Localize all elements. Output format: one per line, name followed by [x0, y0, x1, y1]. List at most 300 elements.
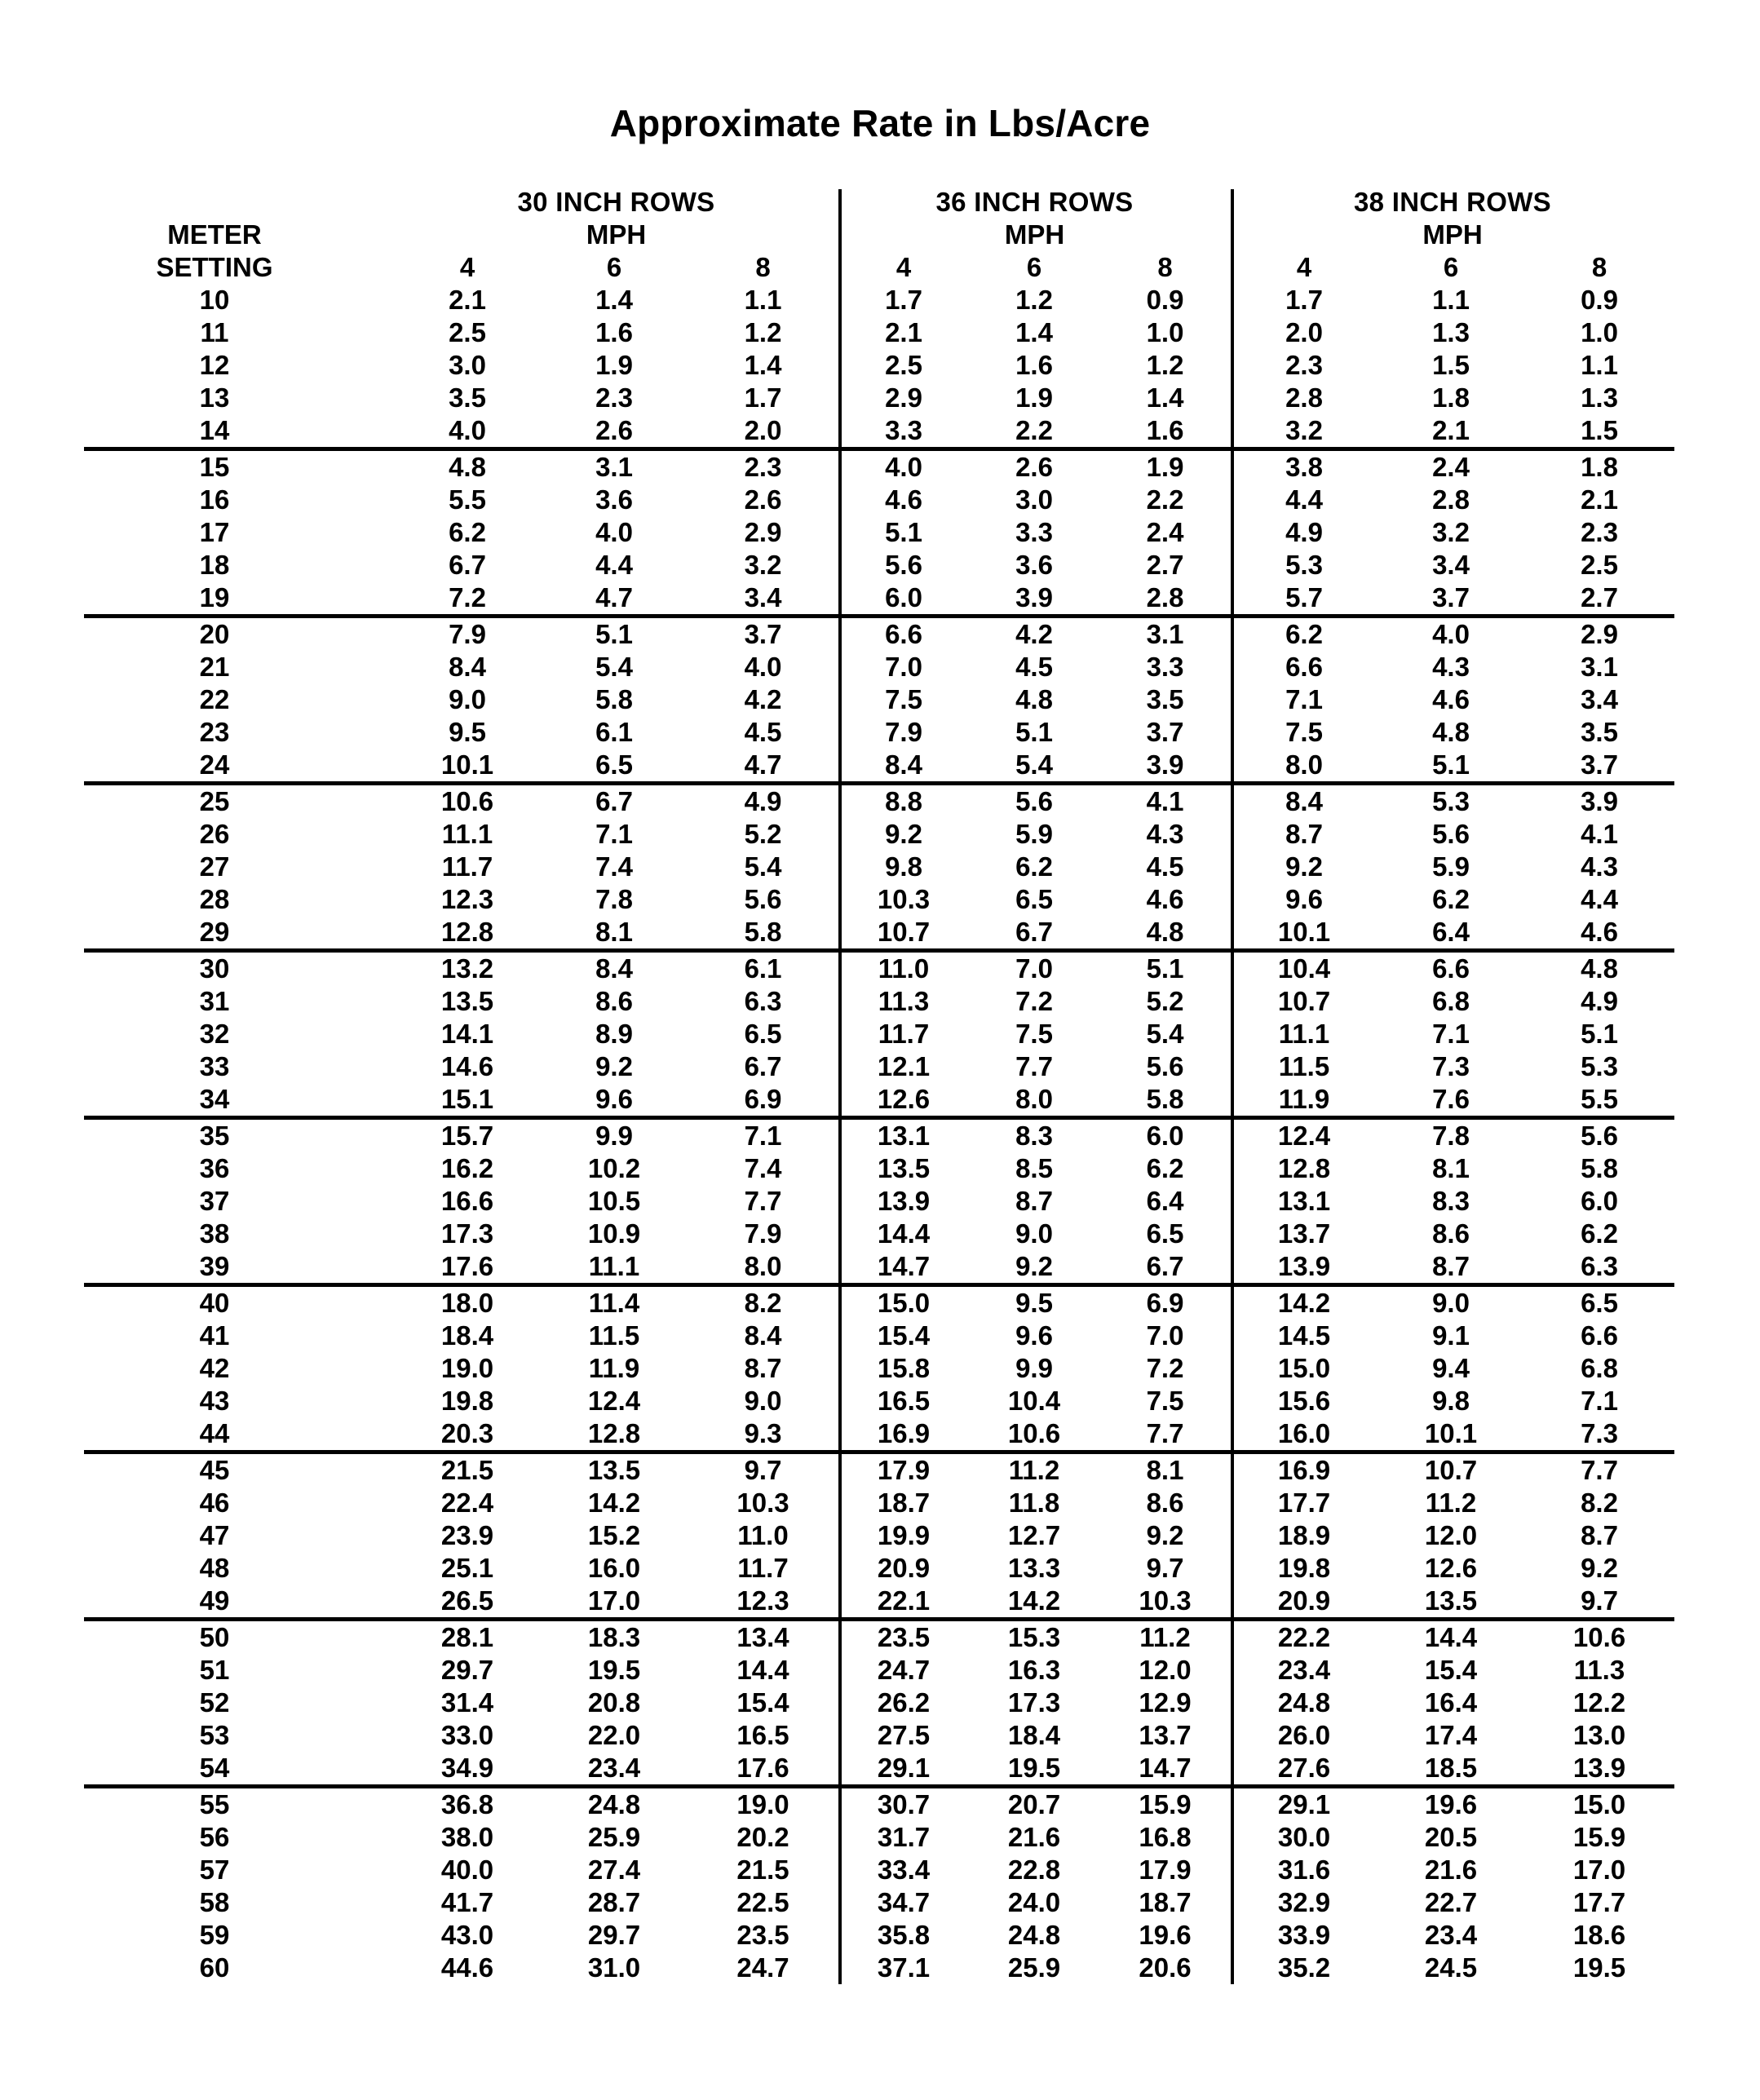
rate-cell: 33.9: [1277, 1920, 1331, 1950]
rate-cell: 11.7: [441, 851, 493, 882]
rate-cell: 5.6: [885, 550, 922, 580]
spacer: [345, 516, 394, 549]
spacer: [345, 683, 394, 716]
spacer: [345, 1687, 394, 1719]
rate-cell: 15.6: [1277, 1386, 1331, 1416]
rate-cell: 6.0: [838, 581, 969, 617]
rate-cell: 10.3: [736, 1488, 789, 1518]
spacer: [345, 1585, 394, 1620]
rate-cell: 17.3: [1007, 1687, 1061, 1718]
rate-cell: 22.2: [1277, 1622, 1331, 1652]
spacer: [345, 219, 394, 251]
rate-cell: 16.5: [877, 1386, 931, 1416]
spacer: [345, 1519, 394, 1552]
rate-cell: 22.0: [587, 1720, 641, 1750]
rate-cell: 2.8: [1432, 484, 1470, 515]
rate-cell: 17.6: [688, 1752, 838, 1787]
rate-cell: 4.0: [744, 652, 782, 682]
rate-cell: 16.2: [440, 1153, 494, 1183]
table-row: [84, 1083, 1674, 1118]
rate-cell: 7.1: [744, 1121, 782, 1151]
rate-cell: 32.9: [1277, 1887, 1331, 1917]
rate-cell: 3.3: [838, 414, 969, 449]
rate-cell: 15.2: [587, 1520, 641, 1550]
rate-cell: 15.0: [877, 1288, 931, 1318]
spacer: [345, 251, 394, 284]
meter-setting-cell: 20: [199, 619, 230, 649]
rate-cell: 17.9: [877, 1455, 931, 1485]
mph-label-row: [84, 219, 1674, 251]
rate-cell: 1.1: [1581, 350, 1618, 380]
rate-cell: 24.7: [877, 1655, 931, 1685]
spacer: [345, 851, 394, 883]
table-row: [84, 1952, 1674, 1984]
speed-header-36in-6: 6: [1026, 252, 1042, 282]
meter-setting-cell: 17: [199, 517, 230, 547]
rate-cell: 8.0: [688, 1250, 838, 1285]
rate-cell: 9.2: [1146, 1520, 1184, 1550]
table-row: [84, 1320, 1674, 1352]
rate-cell: 5.5: [449, 484, 486, 515]
spacer: [345, 883, 394, 916]
rate-cell: 18.7: [1139, 1887, 1192, 1917]
table-row: [84, 1654, 1674, 1687]
rate-cell: 26.0: [1277, 1720, 1331, 1750]
rate-cell: 4.9: [1285, 517, 1323, 547]
spacer: [345, 716, 394, 749]
table-row: [84, 985, 1674, 1018]
rate-cell: 2.9: [885, 382, 922, 413]
rate-cell: 5.9: [1432, 851, 1470, 882]
rate-cell: 5.8: [1099, 1083, 1231, 1118]
rate-cell: 9.0: [744, 1386, 782, 1416]
rate-cell: 9.8: [885, 851, 922, 882]
rate-cell: 4.6: [1432, 684, 1470, 714]
rate-cell: 18.3: [587, 1622, 641, 1652]
rate-cell: 6.2: [1581, 1218, 1618, 1249]
rate-cell: 31.6: [1277, 1855, 1331, 1885]
rate-cell: 14.5: [1277, 1320, 1331, 1351]
rate-cell: 4.4: [595, 550, 633, 580]
rate-cell: 11.7: [878, 1019, 930, 1049]
rate-cell: 16.9: [838, 1417, 969, 1452]
rate-cell: 4.8: [1581, 953, 1618, 984]
rate-cell: 12.6: [838, 1083, 969, 1118]
rate-cell: 3.7: [744, 619, 782, 649]
spacer: [345, 349, 394, 382]
rate-cell: 1.6: [1099, 414, 1231, 449]
rate-cell: 7.5: [1285, 717, 1323, 747]
table-row: [84, 1821, 1674, 1854]
rate-cell: 11.2: [1139, 1622, 1191, 1652]
rate-cell: 18.7: [877, 1488, 931, 1518]
rate-cell: 4.9: [744, 786, 782, 816]
rate-cell: 4.2: [1015, 619, 1053, 649]
rate-cell: 11.2: [1008, 1455, 1060, 1485]
rate-cell: 4.3: [1432, 652, 1470, 682]
meter-setting-cell: 51: [199, 1655, 230, 1685]
meter-setting-cell: 33: [199, 1051, 230, 1081]
rate-cell: 26.5: [394, 1585, 541, 1620]
rate-cell: 26.2: [877, 1687, 931, 1718]
rate-cell: 12.9: [1139, 1687, 1192, 1718]
spacer: [345, 818, 394, 851]
rate-cell: 5.3: [1581, 1051, 1618, 1081]
rate-cell: 9.9: [595, 1121, 633, 1151]
rate-cell: 19.0: [440, 1353, 494, 1383]
rate-cell: 9.2: [885, 819, 922, 849]
rate-cell: 7.1: [595, 819, 633, 849]
meter-setting-cell: 55: [199, 1789, 230, 1819]
rate-cell: 19.5: [587, 1655, 641, 1685]
meter-setting-cell: 41: [199, 1320, 230, 1351]
spacer: [345, 1417, 394, 1452]
rate-cell: 5.2: [1146, 986, 1184, 1016]
rate-cell: 13.2: [440, 953, 494, 984]
rate-cell: 3.9: [969, 581, 1099, 617]
group-header-row: [84, 186, 1674, 219]
rate-cell: 14.2: [969, 1585, 1099, 1620]
rate-cell: 23.5: [736, 1920, 789, 1950]
rate-cell: 20.9: [877, 1553, 931, 1583]
rate-cell: 9.3: [688, 1417, 838, 1452]
table-row: [84, 284, 1674, 316]
rate-cell: 3.9: [1581, 786, 1618, 816]
spacer: [345, 1654, 394, 1687]
spacer: [345, 284, 394, 316]
rate-cell: 15.3: [1007, 1622, 1061, 1652]
rate-cell: 3.0: [449, 350, 486, 380]
rate-cell: 7.0: [1015, 953, 1053, 984]
rate-cell: 7.7: [744, 1186, 782, 1216]
rate-cell: 7.9: [885, 717, 922, 747]
rate-cell: 4.0: [885, 452, 922, 482]
rate-cell: 6.2: [449, 517, 486, 547]
rate-cell: 8.4: [1285, 786, 1323, 816]
rate-cell: 7.2: [394, 581, 541, 617]
rate-cell: 7.7: [1015, 1051, 1053, 1081]
rate-cell: 14.4: [1424, 1622, 1478, 1652]
rate-cell: 17.6: [394, 1250, 541, 1285]
rate-cell: 12.8: [1277, 1153, 1331, 1183]
rate-cell: 8.7: [1285, 819, 1323, 849]
meter-setting-cell: 39: [84, 1250, 345, 1285]
rate-cell: 9.2: [595, 1051, 633, 1081]
rate-cell: 4.0: [1432, 619, 1470, 649]
rate-cell: 1.7: [744, 382, 782, 413]
rate-cell: 31.4: [440, 1687, 494, 1718]
rate-cell: 2.5: [449, 317, 486, 347]
table-row: [84, 951, 1674, 986]
rate-cell: 4.4: [1581, 884, 1618, 914]
rate-cell: 8.4: [595, 953, 633, 984]
rate-cell: 9.0: [1015, 1218, 1053, 1249]
rate-cell: 2.4: [1432, 452, 1470, 482]
spacer: [345, 549, 394, 581]
rate-cell: 3.7: [1524, 749, 1674, 784]
rate-cell: 4.4: [1285, 484, 1323, 515]
rate-cell: 13.9: [1524, 1752, 1674, 1787]
rate-cell: 11.5: [1278, 1051, 1330, 1081]
table-row: [84, 581, 1674, 617]
rate-cell: 2.8: [1285, 382, 1323, 413]
rate-cell: 1.9: [595, 350, 633, 380]
rate-cell: 17.9: [1139, 1855, 1192, 1885]
rate-cell: 16.5: [736, 1720, 789, 1750]
rate-cell: 1.5: [1432, 350, 1470, 380]
rate-cell: 21.5: [736, 1855, 789, 1885]
table-row: [84, 818, 1674, 851]
rate-cell: 10.1: [394, 749, 541, 784]
rate-cell: 18.4: [440, 1320, 494, 1351]
rate-cell: 5.6: [744, 884, 782, 914]
rate-cell: 12.8: [394, 916, 541, 951]
rate-cell: 19.8: [1277, 1553, 1331, 1583]
rate-cell: 14.7: [838, 1250, 969, 1285]
meter-setting-cell: 57: [199, 1855, 230, 1885]
rate-cell: 11.1: [441, 819, 493, 849]
rate-cell: 6.7: [969, 916, 1099, 951]
rate-cell: 12.0: [1424, 1520, 1478, 1550]
rate-cell: 8.3: [1432, 1186, 1470, 1216]
rate-cell: 6.7: [1099, 1250, 1231, 1285]
rate-cell: 3.4: [688, 581, 838, 617]
rate-cell: 8.1: [541, 916, 688, 951]
rate-cell: 9.0: [449, 684, 486, 714]
rate-cell: 13.4: [736, 1622, 789, 1652]
spacer: [345, 382, 394, 414]
rate-cell: 6.1: [595, 717, 633, 747]
rate-cell: 7.5: [1146, 1386, 1184, 1416]
rate-cell: 9.5: [1015, 1288, 1053, 1318]
rate-cell: 24.8: [1277, 1687, 1331, 1718]
mph-label-38in: MPH: [1422, 219, 1483, 250]
rate-cell: 27.4: [587, 1855, 641, 1885]
meter-setting-cell: 28: [199, 884, 230, 914]
rate-cell: 5.6: [1015, 786, 1053, 816]
rate-cell: 1.9: [1146, 452, 1184, 482]
rate-cell: 20.5: [1424, 1822, 1478, 1852]
rate-cell: 11.2: [1425, 1488, 1477, 1518]
rate-cell: 9.6: [1015, 1320, 1053, 1351]
rate-cell: 10.9: [587, 1218, 641, 1249]
rate-cell: 5.6: [1432, 819, 1470, 849]
table-row: [84, 1285, 1674, 1320]
rate-cell: 10.7: [838, 916, 969, 951]
meter-setting-cell: 10: [199, 285, 230, 315]
rate-cell: 7.5: [1015, 1019, 1053, 1049]
rate-cell: 1.4: [1146, 382, 1184, 413]
rate-cell: 2.1: [1581, 484, 1618, 515]
meter-setting-cell: 27: [199, 851, 230, 882]
rate-cell: 23.4: [541, 1752, 688, 1787]
meter-setting-cell: 47: [199, 1520, 230, 1550]
rate-cell: 1.7: [1285, 285, 1323, 315]
rate-cell: 3.3: [1146, 652, 1184, 682]
rate-cell: 6.2: [1285, 619, 1323, 649]
rate-cell: 10.3: [877, 884, 931, 914]
rate-cell: 6.7: [449, 550, 486, 580]
meter-setting-cell: 19: [84, 581, 345, 617]
rate-cell: 4.3: [1581, 851, 1618, 882]
rate-cell: 2.3: [1285, 350, 1323, 380]
spacer: [345, 1452, 394, 1488]
meter-setting-cell: 23: [199, 717, 230, 747]
meter-setting-cell: 11: [200, 317, 229, 347]
meter-setting-cell: 29: [84, 916, 345, 951]
spacer: [345, 985, 394, 1018]
rate-cell: 7.9: [744, 1218, 782, 1249]
rate-cell: 8.9: [595, 1019, 633, 1049]
table-row: [84, 1585, 1674, 1620]
rate-cell: 12.6: [1424, 1553, 1478, 1583]
rate-cell: 8.4: [838, 749, 969, 784]
rate-cell: 6.6: [1581, 1320, 1618, 1351]
rate-cell: 3.2: [1432, 517, 1470, 547]
table-row: [84, 1719, 1674, 1752]
meter-setting-cell: 16: [199, 484, 230, 515]
spacer: [345, 414, 394, 449]
rate-cell: 8.4: [744, 1320, 782, 1351]
rate-cell: 1.3: [1581, 382, 1618, 413]
rate-cell: 21.6: [1007, 1822, 1061, 1852]
table-row: [84, 617, 1674, 652]
rate-cell: 6.1: [744, 953, 782, 984]
rate-cell: 7.2: [1015, 986, 1053, 1016]
table-row: [84, 414, 1674, 449]
group-header-blank: [84, 186, 345, 219]
rate-cell: 6.2: [1432, 884, 1470, 914]
rate-cell: 15.9: [1139, 1789, 1192, 1819]
rate-cell: 2.6: [541, 414, 688, 449]
rate-cell: 6.2: [1146, 1153, 1184, 1183]
spacer: [345, 1083, 394, 1118]
table-row: [84, 749, 1674, 784]
rate-cell: 4.8: [1432, 717, 1470, 747]
rate-cell: 7.7: [1581, 1455, 1618, 1485]
spacer: [345, 1552, 394, 1585]
rate-cell: 12.1: [877, 1051, 931, 1081]
rate-cell: 4.5: [1015, 652, 1053, 682]
rate-cell: 6.7: [595, 786, 633, 816]
rate-cell: 21.6: [1424, 1855, 1478, 1885]
meter-setting-cell: 15: [199, 452, 230, 482]
table-row: [84, 1919, 1674, 1952]
rate-cell: 5.3: [1285, 550, 1323, 580]
table-row: [84, 1352, 1674, 1385]
rate-cell: 31.0: [587, 1952, 641, 1983]
meter-setting-cell: 49: [84, 1585, 345, 1620]
spacer: [345, 1385, 394, 1417]
table-row: [84, 883, 1674, 916]
rate-cell: 19.8: [440, 1386, 494, 1416]
rate-cell: 7.4: [595, 851, 633, 882]
rate-cell: 4.8: [449, 452, 486, 482]
table-row: [84, 1218, 1674, 1250]
rate-cell: 2.7: [1146, 550, 1184, 580]
rate-cell: 27.6: [1231, 1752, 1377, 1787]
rate-cell: 5.1: [885, 517, 922, 547]
meter-label-line1: METER: [167, 219, 262, 250]
table-row: [84, 784, 1674, 819]
table-row: [84, 1886, 1674, 1919]
rate-cell: 16.3: [1007, 1655, 1061, 1685]
rate-cell: 6.0: [1581, 1186, 1618, 1216]
speed-header-38in-8: 8: [1591, 252, 1607, 282]
table-row: [84, 1687, 1674, 1719]
table-head: [84, 186, 1674, 284]
rate-cell: 8.7: [1581, 1520, 1618, 1550]
rate-cell: 5.1: [1146, 953, 1184, 984]
rate-cell: 9.2: [1285, 851, 1323, 882]
rate-cell: 8.1: [1432, 1153, 1470, 1183]
rate-cell: 1.4: [744, 350, 782, 380]
rate-cell: 13.5: [440, 986, 494, 1016]
rate-cell: 2.2: [1146, 484, 1184, 515]
rate-cell: 33.4: [877, 1855, 931, 1885]
rate-cell: 8.8: [885, 786, 922, 816]
group-header-38in: 38 INCH ROWS: [1354, 187, 1551, 217]
table-row: [84, 484, 1674, 516]
rate-cell: 23.9: [440, 1520, 494, 1550]
rate-cell: 23.4: [1424, 1920, 1478, 1950]
rate-cell: 13.7: [1139, 1720, 1192, 1750]
rate-cell: 25.9: [587, 1822, 641, 1852]
rate-cell: 5.9: [1015, 819, 1053, 849]
rate-cell: 0.9: [1146, 285, 1184, 315]
group-header-30in: 30 INCH ROWS: [517, 187, 715, 217]
rate-cell: 1.6: [595, 317, 633, 347]
rate-cell: 7.7: [1099, 1417, 1231, 1452]
rate-cell: 3.7: [1146, 717, 1184, 747]
spacer: [345, 449, 394, 484]
rate-cell: 22.5: [736, 1887, 789, 1917]
rate-cell: 25.9: [1007, 1952, 1061, 1983]
rate-cell: 41.7: [440, 1887, 494, 1917]
rate-cell: 13.5: [877, 1153, 931, 1183]
rate-cell: 3.9: [1099, 749, 1231, 784]
rate-cell: 14.6: [440, 1051, 494, 1081]
rate-cell: 6.5: [541, 749, 688, 784]
mph-label-36in: MPH: [1004, 219, 1065, 250]
rate-cell: 4.6: [885, 484, 922, 515]
rate-cell: 2.7: [1524, 581, 1674, 617]
rate-cell: 19.6: [1424, 1789, 1478, 1819]
rate-cell: 6.8: [1432, 986, 1470, 1016]
rate-cell: 1.7: [885, 285, 922, 315]
rate-cell: 8.3: [1015, 1121, 1053, 1151]
rate-cell: 15.0: [1277, 1353, 1331, 1383]
rate-cell: 3.2: [1231, 414, 1377, 449]
rate-cell: 7.8: [1432, 1121, 1470, 1151]
rate-cell: 6.9: [688, 1083, 838, 1118]
mph-label-30in: MPH: [586, 219, 647, 250]
rate-cell: 9.5: [449, 717, 486, 747]
speed-header-row: [84, 251, 1674, 284]
rate-cell: 37.1: [877, 1952, 931, 1983]
spacer: [345, 1719, 394, 1752]
speed-header-30in-6: 6: [606, 252, 622, 282]
rate-cell: 4.7: [541, 581, 688, 617]
rate-cell: 7.0: [1146, 1320, 1184, 1351]
rate-cell: 2.4: [1146, 517, 1184, 547]
rate-cell: 10.1: [1231, 916, 1377, 951]
rate-cell: 5.4: [1146, 1019, 1184, 1049]
rate-cell: 1.3: [1432, 317, 1470, 347]
rate-cell: 5.6: [1146, 1051, 1184, 1081]
table-row: [84, 1620, 1674, 1655]
rate-cell: 31.7: [877, 1822, 931, 1852]
